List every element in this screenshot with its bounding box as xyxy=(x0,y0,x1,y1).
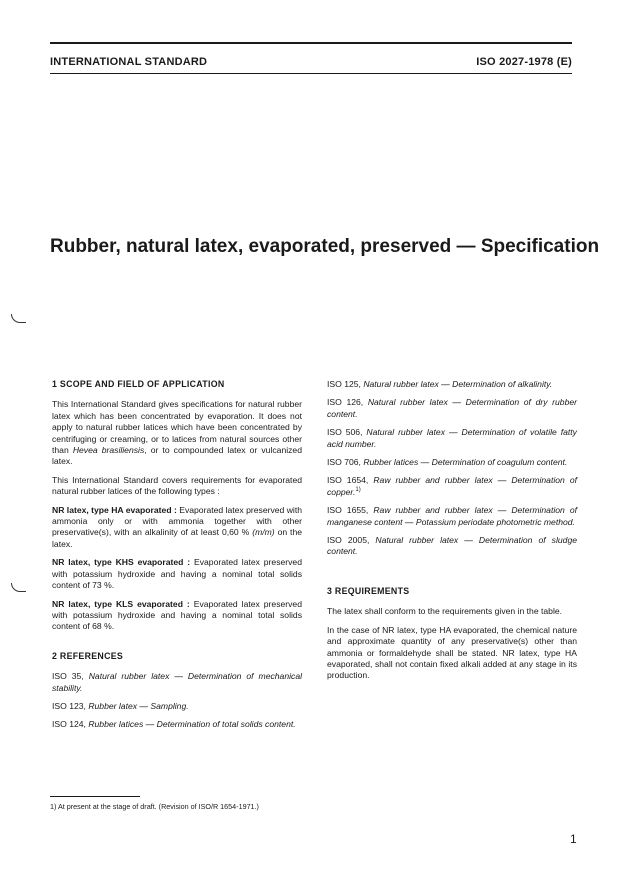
preservative-paragraph: In the case of NR latex, type HA evaporated, the chemical nature and approximate quantity of any preservative(s) other than ammonia or formaldehyde shall be stated. NR latex, type HA evaporated, shall not contain fixed alkali added at any stage in its production. xyxy=(327,624,577,681)
requirements-paragraph: The latex shall conform to the requirements given in the table. xyxy=(327,606,563,617)
coverage-paragraph: This International Standard covers requirements for evaporated natural rubber latices of the following types : xyxy=(52,474,302,497)
reference-item: ISO 124, Rubber latices — Determination of total solids content. xyxy=(52,719,296,730)
footnote-ref: 1) xyxy=(355,486,361,493)
reference-item: ISO 2005, Natural rubber latex — Determination of sludge content. xyxy=(327,535,577,557)
section-3-heading: 3 REQUIREMENTS xyxy=(327,585,410,596)
reference-item: ISO 125, Natural rubber latex — Determination of alkalinity. xyxy=(327,379,553,389)
section-2-heading: 2 REFERENCES xyxy=(52,650,124,661)
page-number: 1 xyxy=(570,832,577,846)
reference-item: ISO 123, Rubber latex — Sampling. xyxy=(52,700,189,711)
scope-paragraph: This International Standard gives specifications for natural rubber latex which has been concentrated by evaporation. It does not apply to natural rubber latices which have been concentrated by centrifuging or creaming, or to latices from natural sources other than Hevea brasiliensis, or to compounded latex or vulcanized latex. xyxy=(52,399,302,467)
type-ha-paragraph: NR latex, type HA evaporated : Evaporated latex preserved with ammonia only or with ammonia together with other preservative(s), with an alkalinity of at least 0,60 % (m/m) on the latex. xyxy=(52,504,302,549)
margin-mark xyxy=(11,314,26,323)
left-column xyxy=(52,379,302,738)
type-kls-paragraph: NR latex, type KLS evaporated : Evaporated latex preserved with potassium hydroxide and having a nominal total solids content of 68 %. xyxy=(52,598,302,632)
reference-item: ISO 506, Natural rubber latex — Determination of volatile fatty acid number. xyxy=(327,427,577,449)
standard-number: ISO 2027-1978 (E) xyxy=(476,56,572,68)
reference-item: ISO 706, Rubber latices — Determination of coagulum content. xyxy=(327,457,568,468)
header-top-rule xyxy=(50,42,572,44)
margin-mark xyxy=(11,583,26,592)
footnote: 1) At present at the stage of draft. (Revision of ISO/R 1654-1971.) xyxy=(50,802,259,811)
header-bottom-rule xyxy=(50,73,572,74)
document-title: Rubber, natural latex, evaporated, preserved — Specification xyxy=(50,236,600,257)
standard-type: INTERNATIONAL STANDARD xyxy=(50,56,208,68)
reference-item: ISO 1654, Raw rubber and rubber latex — Determination of copper.$^{1)}$ xyxy=(327,475,577,497)
reference-item: ISO 1655, Raw rubber and rubber latex — Determination of manganese content — Potassium periodate photometric method. xyxy=(327,505,577,527)
right-column xyxy=(327,379,577,689)
type-khs-paragraph: NR latex, type KHS evaporated : Evaporated latex preserved with potassium hydroxide and having a nominal total solids content of 73 %. xyxy=(52,557,302,591)
section-1-heading: 1 SCOPE AND FIELD OF APPLICATION xyxy=(52,379,225,389)
reference-item: ISO 35, Natural rubber latex — Determination of mechanical stability. xyxy=(52,671,303,693)
reference-item: ISO 126, Natural rubber latex — Determination of dry rubber content. xyxy=(327,397,577,419)
footnote-rule xyxy=(50,796,140,797)
